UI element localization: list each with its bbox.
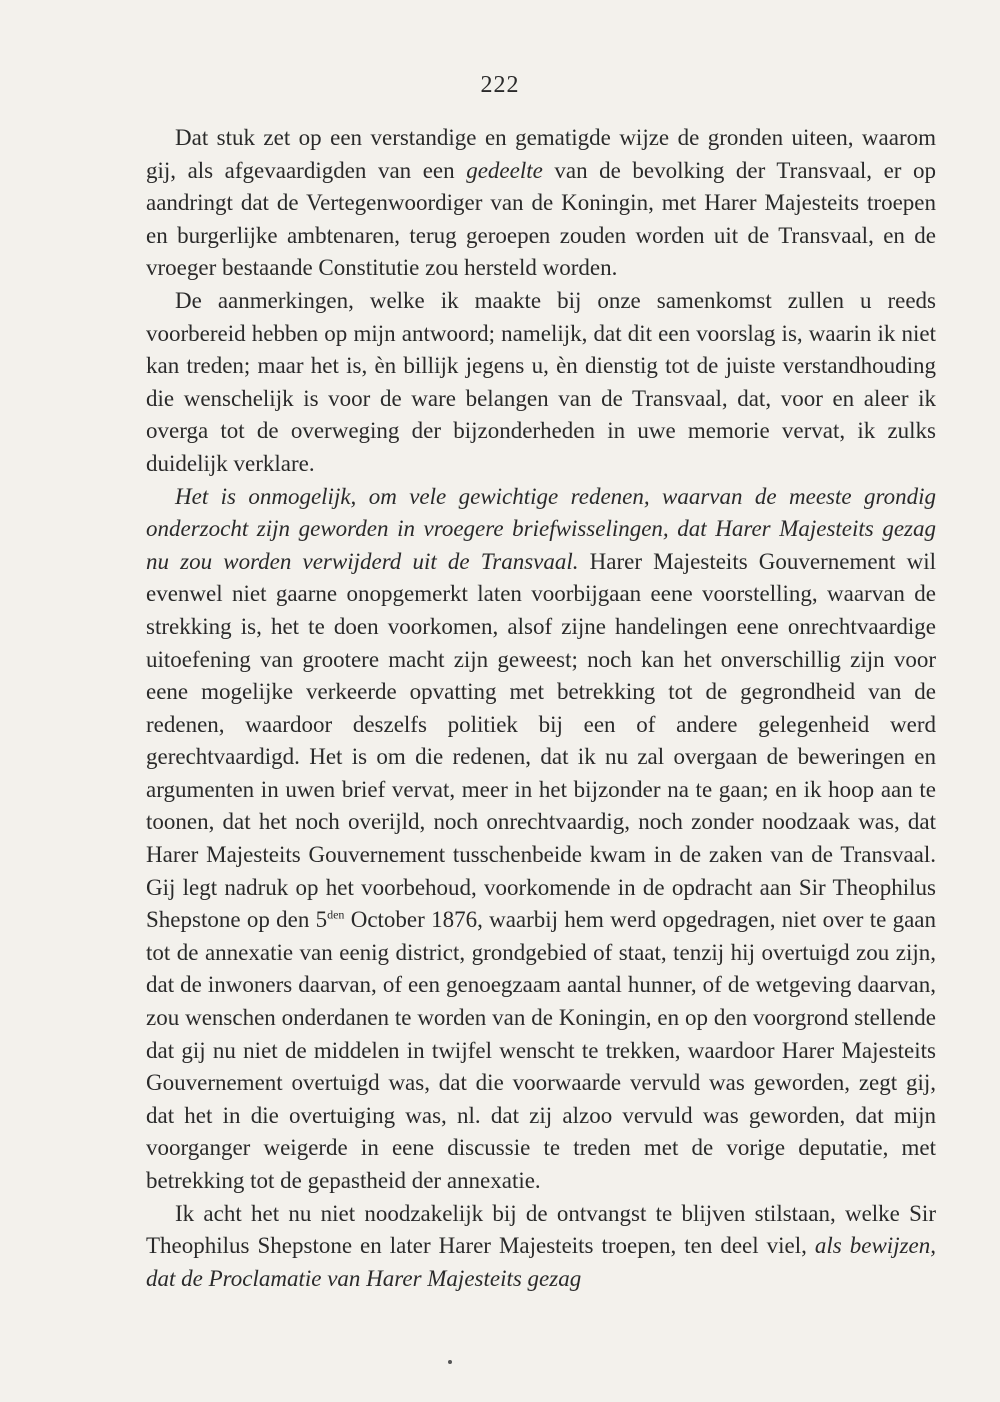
paragraph-1 — [146, 122, 936, 285]
paragraph-3 — [146, 481, 936, 1198]
page-mark-dot — [448, 1360, 452, 1364]
paragraph-4-italic: als bewijzen, dat de Proclamatie van Harer Majesteits gezag — [146, 1233, 936, 1291]
paragraph-1-end: van de bevolking der Transvaal, er op aandringt dat de Vertegenwoordiger van de Koningin, met Harer Majesteits troepen en burgerlijke ambtenaren, terug geroepen zouden worden uit de Transvaal, en de vroeger bestaande Constitutie zou hersteld worden. — [146, 157, 936, 281]
paragraph-1-text: Dat stuk zet op een verstandige en gematigde wijze de gronden uiteen, waarom gij, als afgevaardigden van een — [146, 125, 936, 183]
body-text — [146, 122, 936, 1295]
date-superscript: den — [327, 907, 345, 922]
paragraph-3-text: Harer Majesteits Gouvernement wil evenwel niet gaarne onopgemerkt laten voorbijgaan eene voorstelling, waarvan de strekking is, het te doen voorkomen, alsof zijne handelingen eene onrechtvaardige uitoefening van grootere macht zijn geweest; noch kan het onverschillig zijn voor eene mogelijke verkeerde opvatting met betrekking tot de gegrondheid van de redenen, waardoor deszelfs politiek bij een of andere gelegenheid werd gerechtvaardigd. Het is om die redenen, dat ik nu zal overgaan de beweringen en argumenten in uwen brief vervat, meer in het bijzonder na te gaan; en ik hoop aan te toonen, dat het noch overijld, noch onrechtvaardig, noch zonder noodzaak was, dat Harer Majesteits Gouvernement tusschenbeide kwam in de zaken van de Transvaal. Gij legt nadruk op het voorbehoud, voorkomende in de opdracht aan Sir Theophilus Shepstone op den 5 — [146, 548, 937, 933]
paragraph-1-italic: gedeelte — [466, 157, 543, 183]
paragraph-4-text: Ik acht het nu niet noodzakelijk bij de ontvangst te blijven stilstaan, welke Sir Theophilus Shepstone en later Harer Majesteits troepen, ten deel viel, — [146, 1200, 936, 1259]
page-number: 222 — [480, 72, 520, 98]
paragraph-4 — [146, 1198, 936, 1296]
paragraph-3-italic: Het is onmogelijk, om vele gewichtige redenen, waarvan de meeste grondig onderzocht zijn geworden in vroegere briefwisselingen, dat Harer Majesteits gezag nu zou worden verwijderd uit de Transvaal. — [146, 483, 936, 574]
paragraph-3-end: October 1876, waarbij hem werd opgedragen, niet over te gaan tot de annexatie van eenig district, grondgebied of staat, tenzij hij overtuigd zou zijn, dat de inwoners daarvan, of een genoegzaam aantal hunner, of de wetgeving daarvan, zou wenschen onderdanen te worden van de Koningin, en op den voorgrond stellende dat gij nu niet de middelen in twijfel wenscht te trekken, waardoor Harer Majesteits Gouvernement overtuigd was, dat die voorwaarde vervuld was geworden, zegt gij, dat het in die overtuiging was, nl. dat zij alzoo vervuld was geworden, dat mijn voorganger weigerde in eene discussie te treden met de vorige deputatie, met betrekking tot de gepastheid der annexatie. — [146, 907, 937, 1193]
paragraph-2: De aanmerkingen, welke ik maakte bij onze samenkomst zullen u reeds voorbereid hebben op mijn antwoord; namelijk, dat dit een voorslag is, waarin ik niet kan treden; maar het is, èn billijk jegens u, èn dienstig tot de juiste verstandhouding die wenschelijk is voor de ware belangen van de Transvaal, dat, voor en aleer ik overga tot de overweging der bijzonderheden in uwe memorie vervat, ik zulks duidelijk verklare. — [146, 287, 936, 476]
